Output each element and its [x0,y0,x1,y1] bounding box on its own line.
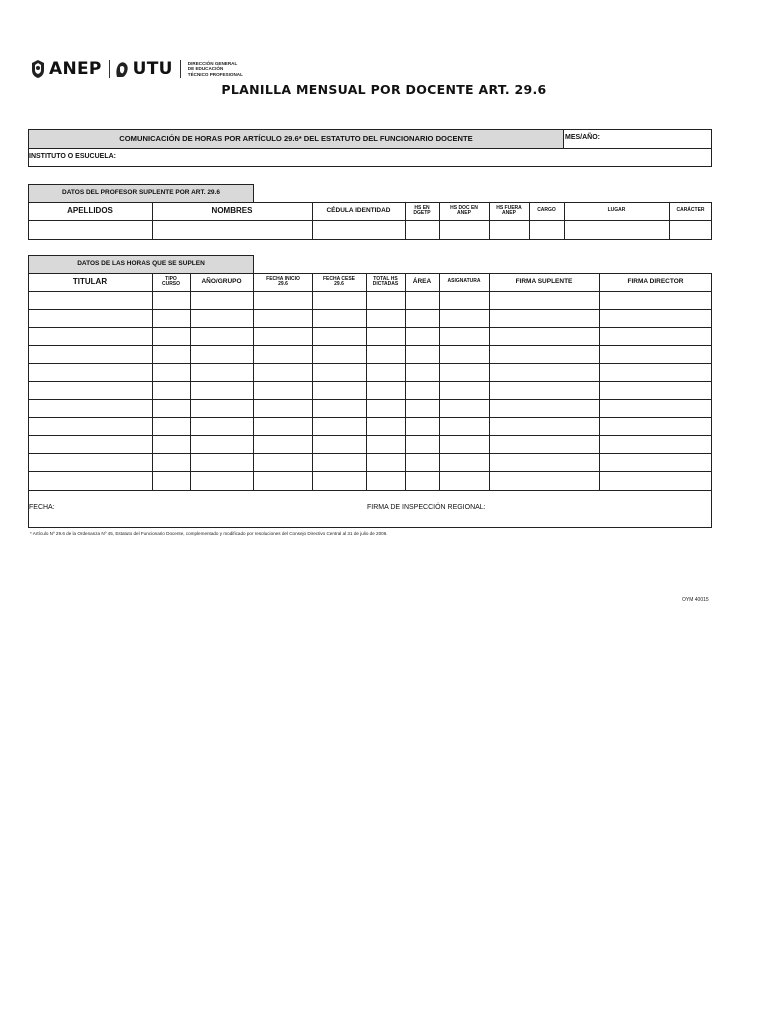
col-caracter: CARÁCTER [676,207,705,214]
form-code: OYM 40015 [682,597,709,603]
utu-emblem-icon [114,59,130,79]
table-row-line [28,327,712,328]
communication-heading: COMUNICACIÓN DE HORAS POR ARTÍCULO 29.6* DEL ESTATUTO DEL FUNCIONARIO DOCENTE [119,134,473,144]
table-col-line [190,273,191,490]
header-logos [30,58,243,80]
mes-ano-label: MES/AÑO: [565,134,600,141]
anep-logo-text: ANEP [49,59,102,79]
table-row-line [28,399,712,400]
col-firma-suplente: FIRMA SUPLENTE [515,277,573,285]
firma-inspeccion-label: FIRMA DE INSPECCIÓN REGIONAL: [367,504,486,511]
instituto-label: INSTITUTO O ESUCUELA: [29,153,116,160]
utu-logo-text: UTU [132,59,173,79]
table-row-line [28,490,712,491]
col-ano-grupo: AÑO/GRUPO [201,277,242,285]
col-tipo-curso: TIPO CURSO [161,275,181,287]
col-cedula: CÉDULA IDENTIDAD [326,206,391,214]
footnote: * Artículo Nº 29.6 de la Ordenanza Nº 45, Estatuto del Funcionario Docente, complementado y modificado por resoluciones del Consejo Directivo Central al 31 de julio de 2006. [30,531,388,536]
col-firma-director: FIRMA DIRECTOR [627,277,684,285]
table-col-line [366,273,367,490]
table-row-line [28,345,712,346]
table-row-line [28,381,712,382]
table-col-line [312,273,313,490]
col-asignatura: ASIGNATURA [447,278,481,285]
table-col-line [489,273,490,490]
table-row-line [28,291,712,292]
table-row-line [28,417,712,418]
col-fecha-cese: FECHA CESE 29.6 [322,275,356,287]
table-row-line [28,471,712,472]
col-hs-doc-anep: HS DOC EN ANEP [450,204,478,216]
fecha-label: FECHA: [29,504,55,511]
table-col-line [253,273,254,490]
col-cargo: CARGO [537,207,556,214]
table-row-line [28,435,712,436]
horas-heading: DATOS DE LAS HORAS QUE SE SUPLEN [77,260,205,268]
col-lugar: LUGAR [607,207,626,214]
table-row-line [28,363,712,364]
table-row-line [28,453,712,454]
logo-separator [109,60,110,78]
col-hs-fuera-anep: HS FUERA ANEP [496,204,522,216]
col-fecha-inicio: FECHA INICIO 29.6 [266,275,300,287]
dgetp-logo-lines: DIRECCIÓN GENERAL DE EDUCACIÓN TÉCNICO PROFESIONAL [187,61,243,77]
suplente-heading: DATOS DEL PROFESOR SUPLENTE POR ART. 29.6 [62,189,220,197]
col-nombres: NOMBRES [211,205,253,215]
table-col-line [152,273,153,490]
col-hs-dgetp: HS EN DGETP [413,204,431,216]
col-area: ÁREA [412,277,432,285]
logo-separator-2 [180,60,181,78]
col-titular: TITULAR [72,276,108,286]
table-row-line [28,309,712,310]
table-col-line [439,273,440,490]
anep-emblem-icon [30,59,46,79]
col-total-hs: TOTAL HS DICTADAS [372,275,399,287]
table-col-line [599,273,600,490]
col-apellidos: APELLIDOS [67,205,113,215]
table-col-line [405,273,406,490]
page-title: PLANILLA MENSUAL POR DOCENTE ART. 29.6 [221,82,547,97]
